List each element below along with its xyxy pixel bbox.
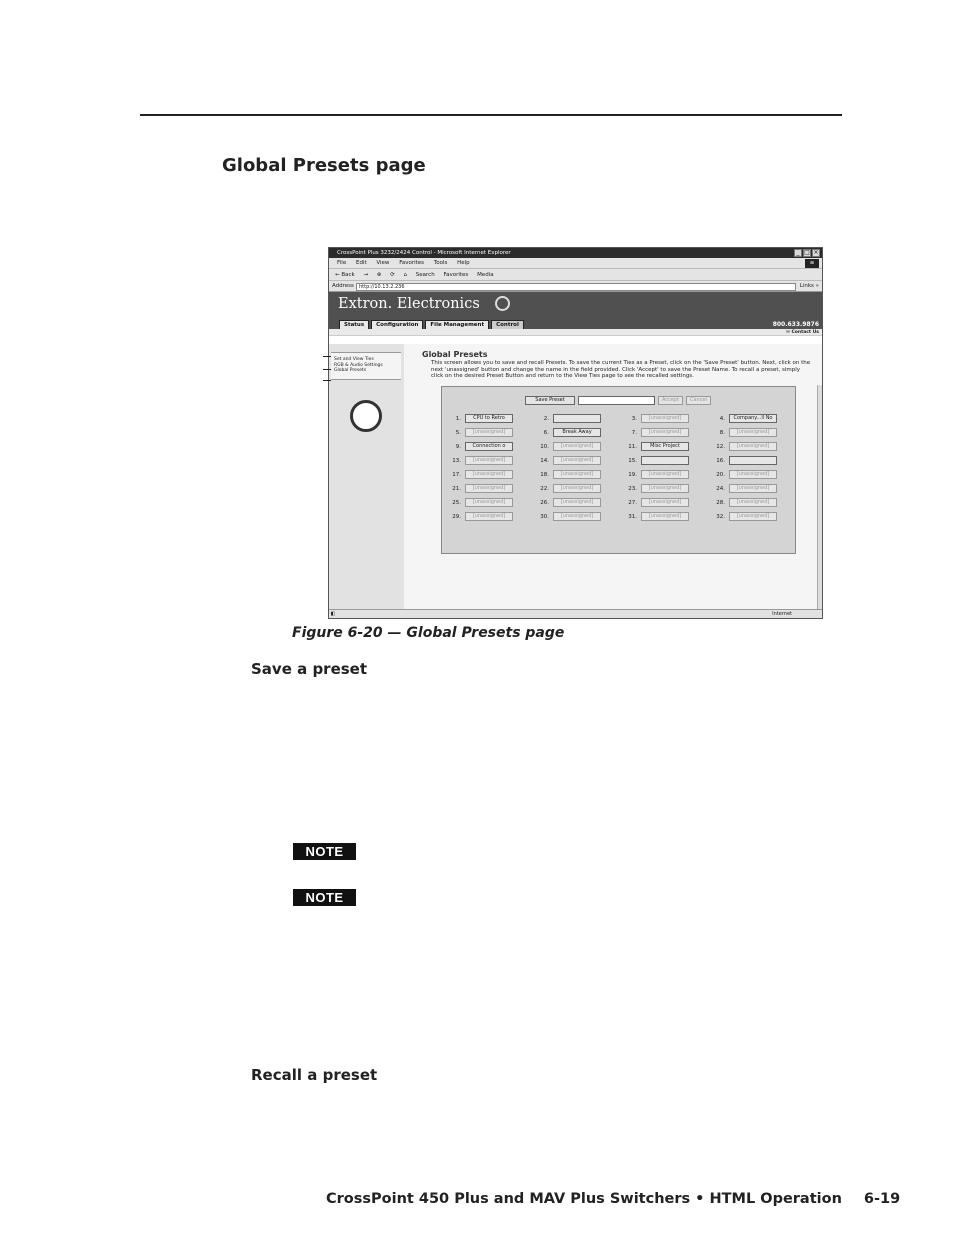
preset-slot: [446, 484, 534, 493]
favorites-button[interactable]: Favorites: [443, 272, 469, 278]
tab-file-management[interactable]: File Management: [425, 320, 489, 329]
preset-slot: [534, 512, 622, 521]
preset-number: 9.: [455, 443, 461, 450]
browser-status-bar: [329, 609, 822, 618]
windows-logo-icon: ⊞: [805, 259, 819, 268]
page-icon: ◧: [329, 611, 336, 617]
preset-button[interactable]: [unassigned]: [553, 470, 601, 479]
address-input[interactable]: http://10.13.2.236: [356, 283, 796, 291]
side-menu: [331, 352, 401, 380]
preset-button[interactable]: [unassigned]: [553, 484, 601, 493]
preset-button[interactable]: [641, 456, 689, 465]
forward-button[interactable]: →: [363, 272, 369, 278]
preset-slot: [446, 512, 534, 521]
tab-status[interactable]: Status: [339, 320, 369, 329]
presets-panel: [441, 386, 796, 554]
back-button[interactable]: ← Back: [335, 272, 355, 278]
menu-bar: [329, 258, 822, 269]
preset-button[interactable]: [unassigned]: [553, 442, 601, 451]
preset-button[interactable]: Break Away: [553, 428, 601, 437]
preset-button[interactable]: [unassigned]: [641, 470, 689, 479]
preset-number: 15.: [628, 457, 637, 464]
preset-number: 26.: [540, 499, 549, 506]
preset-slot: [534, 428, 622, 437]
address-bar: [329, 281, 822, 292]
accept-button[interactable]: Accept: [658, 396, 683, 405]
preset-slot: [622, 512, 710, 521]
preset-number: 8.: [719, 429, 725, 436]
preset-slot: [710, 428, 798, 437]
preset-slot: [446, 470, 534, 479]
side-item-rgb-audio[interactable]: RGB & Audio Settings: [334, 362, 383, 368]
app-banner: [329, 292, 822, 329]
preset-slot: [622, 442, 710, 451]
callout-line: [323, 380, 331, 381]
preset-number: 1.: [455, 415, 461, 422]
preset-number: 5.: [455, 429, 461, 436]
preset-slot: [534, 484, 622, 493]
preset-number: 31.: [628, 513, 637, 520]
preset-number: 10.: [540, 443, 549, 450]
callout-line: [323, 369, 331, 370]
preset-button[interactable]: [unassigned]: [553, 456, 601, 465]
preset-number: 29.: [452, 513, 461, 520]
preset-button[interactable]: [unassigned]: [641, 414, 689, 423]
preset-slot: [622, 470, 710, 479]
window-titlebar: [329, 248, 822, 258]
close-icon[interactable]: ×: [813, 249, 819, 256]
figure-caption: Figure 6-20 — Global Presets page: [292, 625, 565, 641]
tab-configuration[interactable]: Configuration: [371, 320, 423, 329]
subheading-recall-preset: Recall a preset: [251, 1066, 378, 1084]
preset-number: 11.: [628, 443, 637, 450]
preset-number: 17.: [452, 471, 461, 478]
preset-button[interactable]: [unassigned]: [465, 428, 513, 437]
preset-slot: [446, 414, 534, 423]
contact-us-label: Contact Us: [791, 330, 819, 335]
sidebar: [329, 344, 404, 611]
preset-number: 19.: [628, 471, 637, 478]
presets-grid: [446, 414, 798, 521]
menu-favorites[interactable]: Favorites: [399, 260, 425, 266]
preset-button[interactable]: [unassigned]: [729, 428, 777, 437]
callout-line: [323, 356, 331, 357]
browser-toolbar: [329, 269, 822, 281]
preset-slot: [446, 442, 534, 451]
preset-button[interactable]: [unassigned]: [465, 484, 513, 493]
preset-number: 7.: [631, 429, 637, 436]
preset-button[interactable]: Company...ll No: [729, 414, 777, 423]
preset-slot: [710, 442, 798, 451]
links-button[interactable]: Links »: [799, 283, 819, 289]
refresh-button[interactable]: ⟳: [390, 272, 395, 278]
preset-button[interactable]: [unassigned]: [641, 512, 689, 521]
tab-control[interactable]: Control: [491, 320, 524, 329]
preset-slot: [710, 498, 798, 507]
page-footer: [326, 1191, 900, 1207]
preset-button[interactable]: [unassigned]: [641, 428, 689, 437]
preset-number: 30.: [540, 513, 549, 520]
preset-slot: [622, 498, 710, 507]
preset-slot: [710, 470, 798, 479]
preset-button[interactable]: [unassigned]: [465, 512, 513, 521]
browser-screenshot: [328, 247, 823, 619]
preset-number: 27.: [628, 499, 637, 506]
preset-button[interactable]: [unassigned]: [729, 484, 777, 493]
menu-view[interactable]: View: [376, 260, 390, 266]
address-label: Address: [332, 283, 354, 289]
search-button[interactable]: Search: [415, 272, 435, 278]
preset-slot: [534, 442, 622, 451]
preset-button[interactable]: Misc Project: [641, 442, 689, 451]
preset-button[interactable]: Connection o: [465, 442, 513, 451]
preset-slot: [446, 428, 534, 437]
save-preset-button[interactable]: Save Preset: [525, 396, 575, 405]
preset-button[interactable]: [unassigned]: [641, 498, 689, 507]
preset-number: 23.: [628, 485, 637, 492]
preset-number: 4.: [719, 415, 725, 422]
preset-number: 2.: [543, 415, 549, 422]
footer-text: CrossPoint 450 Plus and MAV Plus Switchers • HTML Operation: [326, 1191, 842, 1207]
side-item-set-view-ties[interactable]: Set and View Ties: [334, 357, 374, 362]
preset-number: 20.: [716, 471, 725, 478]
preset-button[interactable]: [unassigned]: [729, 498, 777, 507]
cancel-button[interactable]: Cancel: [686, 396, 711, 405]
note-badge: NOTE: [293, 889, 356, 906]
preset-button[interactable]: [unassigned]: [553, 512, 601, 521]
menu-help[interactable]: Help: [457, 260, 470, 266]
preset-slot: [710, 456, 798, 465]
preset-slot: [534, 456, 622, 465]
preset-button[interactable]: CPU to Retro: [465, 414, 513, 423]
preset-number: 18.: [540, 471, 549, 478]
page-number: 6-19: [863, 1191, 901, 1207]
preset-number: 14.: [540, 457, 549, 464]
menu-edit[interactable]: Edit: [355, 260, 367, 266]
menu-file[interactable]: File: [337, 260, 347, 266]
extron-globe-icon: [495, 296, 510, 311]
preset-slot: [622, 484, 710, 493]
preset-button[interactable]: [729, 456, 777, 465]
preset-number: 24.: [716, 485, 725, 492]
internet-zone: Internet: [772, 611, 792, 617]
preset-slot: [710, 484, 798, 493]
sub-bar: [329, 329, 822, 336]
vertical-scrollbar[interactable]: [817, 385, 823, 611]
preset-number: 13.: [452, 457, 461, 464]
preset-number: 32.: [716, 513, 725, 520]
subheading-save-preset: Save a preset: [251, 660, 368, 678]
content-title: Global Presets: [422, 350, 488, 359]
content-area: [404, 344, 823, 611]
preset-number: 3.: [631, 415, 637, 422]
stop-button[interactable]: ⊗: [376, 272, 382, 278]
maximize-icon[interactable]: □: [804, 249, 810, 256]
preset-slot: [622, 414, 710, 423]
preset-slot: [534, 414, 622, 423]
preset-number: 6.: [543, 429, 549, 436]
preset-slot: [446, 498, 534, 507]
preset-button[interactable]: [unassigned]: [553, 498, 601, 507]
preset-slot: [710, 414, 798, 423]
preset-slot: [534, 470, 622, 479]
preset-button[interactable]: [unassigned]: [641, 484, 689, 493]
content-description: This screen allows you to save and recall Presets. To save the current Ties as a Preset, click on the 'Save Preset' button. Next, click on the next 'unassigned' button and change the name in the field provided. Click 'Accept' to save the Preset Name. To recall a preset, simply click on the desired Preset Button and return to the View Ties page to see the recalled settings.: [431, 360, 811, 379]
preset-name-input[interactable]: [578, 396, 655, 405]
window-title: CrossPoint Plus 3232/2424 Control - Microsoft Internet Explorer: [337, 250, 511, 256]
side-item-global-presets[interactable]: Global Presets: [334, 368, 367, 373]
extron-logo: Extron. Electronics: [338, 296, 480, 312]
preset-button[interactable]: [unassigned]: [465, 456, 513, 465]
app-tabs: [339, 320, 524, 329]
preset-number: 21.: [452, 485, 461, 492]
note-badge: NOTE: [293, 843, 356, 860]
extron-emblem-icon: [350, 400, 382, 432]
preset-slot: [710, 512, 798, 521]
preset-slot: [446, 456, 534, 465]
section-title: Global Presets page: [222, 155, 426, 176]
preset-number: 25.: [452, 499, 461, 506]
preset-number: 22.: [540, 485, 549, 492]
preset-button[interactable]: [unassigned]: [729, 470, 777, 479]
menu-tools[interactable]: Tools: [433, 260, 448, 266]
preset-slot: [622, 456, 710, 465]
preset-button[interactable]: [unassigned]: [465, 498, 513, 507]
preset-button[interactable]: [unassigned]: [729, 442, 777, 451]
contact-us-link[interactable]: ✉ Contact Us: [786, 330, 819, 335]
minimize-icon[interactable]: _: [794, 249, 802, 257]
preset-slot: [622, 428, 710, 437]
preset-button[interactable]: [unassigned]: [729, 512, 777, 521]
header-rule: [140, 114, 842, 116]
preset-slot: [534, 498, 622, 507]
preset-button[interactable]: [unassigned]: [465, 470, 513, 479]
preset-number: 28.: [716, 499, 725, 506]
preset-number: 16.: [716, 457, 725, 464]
phone-number: 800.633.9876: [772, 321, 819, 328]
preset-button[interactable]: [553, 414, 601, 423]
preset-number: 12.: [716, 443, 725, 450]
home-button[interactable]: ⌂: [403, 272, 408, 278]
media-button[interactable]: Media: [477, 272, 494, 278]
